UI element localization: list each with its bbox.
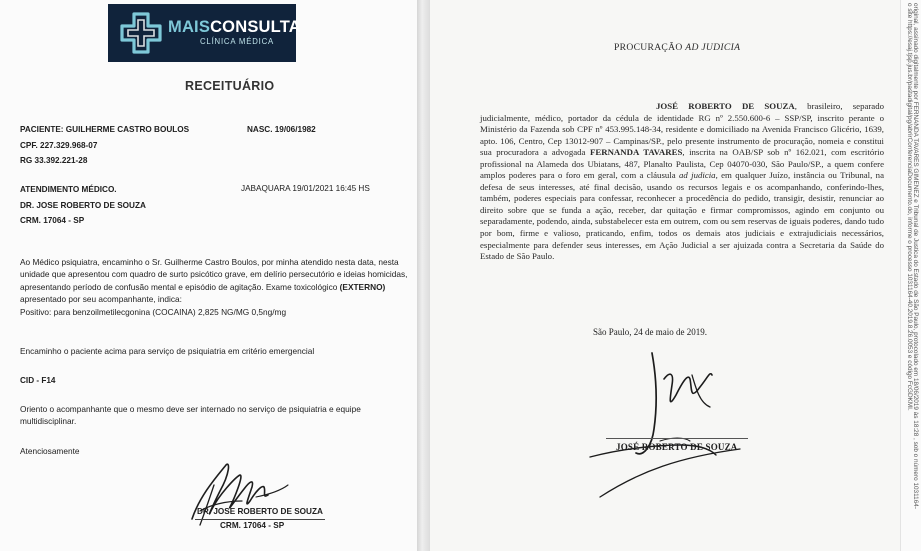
emergency-referral: Encaminho o paciente acima para serviço de psiquiatria em critério emergencial xyxy=(20,346,315,356)
signature-line xyxy=(195,519,325,520)
patient-rg: RG 33.392.221-28 xyxy=(20,156,88,165)
procuracao-date: São Paulo, 24 de maio de 2019. xyxy=(593,327,707,337)
page-gutter xyxy=(417,0,430,551)
logo-brand: MAISCONSULTA xyxy=(168,18,301,36)
companion-guidance: Oriento o acompanhante que o mesmo deve ser internado no serviço de psiquiatria e equipe multidisciplinar. xyxy=(20,404,361,427)
digital-signature-stamp: original, assinado digitalmente por FERNANDA TAVARES GIMENEZ e Tribunal de Justica do Estado de São Paulo, protocolado em 18/06/2019 às 18:28 , sob o número 1031164- o site https://esaj.tjsp.jus.br/pastadigital/pg/abrirConferenciaDocumento.do, informe o processo 1031164-40.2019.8.26.0053 e código FcGDKMI. xyxy=(906,3,919,509)
clinic-logo xyxy=(108,4,301,62)
patient-cpf: CPF. 227.329.968-07 xyxy=(20,141,98,150)
medical-cross-icon xyxy=(118,10,164,56)
attendance-crm: CRM. 17064 - SP xyxy=(20,216,85,225)
procuracao-body: JOSÉ ROBERTO DE SOUZA, brasileiro, separado judicialmente, médico, portador da cédula de identidade RG nº 2.550.600-6 – SSP/SP, inscrito perante o Ministério da Fazenda sob CPF nº 453.995.148-34, residente e domiciliado na Avenida Francisco Glicério, 1639, apto. 106, Centro, Cep 13012-907 – Campinas/SP., pelo presente instrumento de procuração, nomeia e constitui sua procuradora a advogada FERNANDA TAVARES, inscrita na OAB/SP sob nº 162.021, com escritório profissional na Alameda dos Ubiatans, 487, Planalto Paulista, Cep 04070-030, São Paulo/SP., a quem confere amplos poderes para o foro em geral, com a cláusula ad judicia, em qualquer Juízo, instância ou Tribunal, na defesa de seus interesses, até final decisão, usando os recursos legais e os acompanhando, conferindo-lhes, também, poderes especiais para confessar, reconhecer a procedência do pedido, transigir, desistir, renunciar ao direito sobre que se funda a ação, receber, dar quitação e firmar compromissos, agindo em conjunto ou separadamente, podendo, ainda, substabelecer esta em outrem, com ou sem reservas de iguais poderes, dando tudo por bom, firme e valioso, praticando, enfim, todos os demais atos judiciais e extrajudiciais necessários, especialmente para defender seus interesses, em Ação Judicial a ser ajuizada contra a Secretaria da Saúde do Estado de São Paulo. xyxy=(480,101,885,262)
procuracao-title: PROCURAÇÃO AD JUDICIA xyxy=(614,42,741,53)
attendance-doctor: DR. JOSE ROBERTO DE SOUZA xyxy=(20,201,146,210)
attendance-place-datetime: JABAQUARA 19/01/2021 16:45 HS xyxy=(241,184,370,193)
closing-text: Atenciosamente xyxy=(20,446,80,456)
procuracao-signature-line xyxy=(606,438,748,439)
grantor-name: JOSÉ ROBERTO DE SOUZA xyxy=(656,101,795,111)
grantor-signature xyxy=(560,345,780,505)
referral-paragraph: Ao Médico psiquiatra, encaminho o Sr. Guilherme Castro Boulos, por minha atendido nesta data, nesta unidade que apresentou com quadro de surto psicótico grave, em delírio persecutório e ideias homicidas, apresentando período de confusão mental e episódio de agitação. Exame toxicológico (EXTERNO) apresentado por seu acompanhante, indica: Positivo: para benzoilmetilecgonina (COCAINA) 2,825 NG/MG 0,5ng/mg xyxy=(20,257,408,317)
attendance-label: ATENDIMENTO MÉDICO. xyxy=(20,185,117,194)
lawyer-name: FERNANDA TAVARES xyxy=(589,147,683,158)
patient-name: PACIENTE: GUILHERME CASTRO BOULOS xyxy=(20,125,190,134)
receituario-page xyxy=(0,0,417,551)
patient-birthdate: NASC. 19/06/1982 xyxy=(247,125,316,134)
signature-crm: CRM. 17064 - SP xyxy=(220,521,285,530)
logo-subtitle: CLÍNICA MÉDICA xyxy=(200,37,275,46)
document-title: RECEITUÁRIO xyxy=(185,79,275,93)
procuracao-signer: JOSÉ ROBERTO DE SOUZA xyxy=(616,442,738,452)
cid-code: CID - F14 xyxy=(20,376,56,385)
signature-doctor-name: DR. JOSE ROBERTO DE SOUZA xyxy=(197,507,323,516)
toxicology-result: Positivo: para benzoilmetilecgonina (COCAINA) 2,825 NG/MG 0,5ng/mg xyxy=(20,306,287,317)
